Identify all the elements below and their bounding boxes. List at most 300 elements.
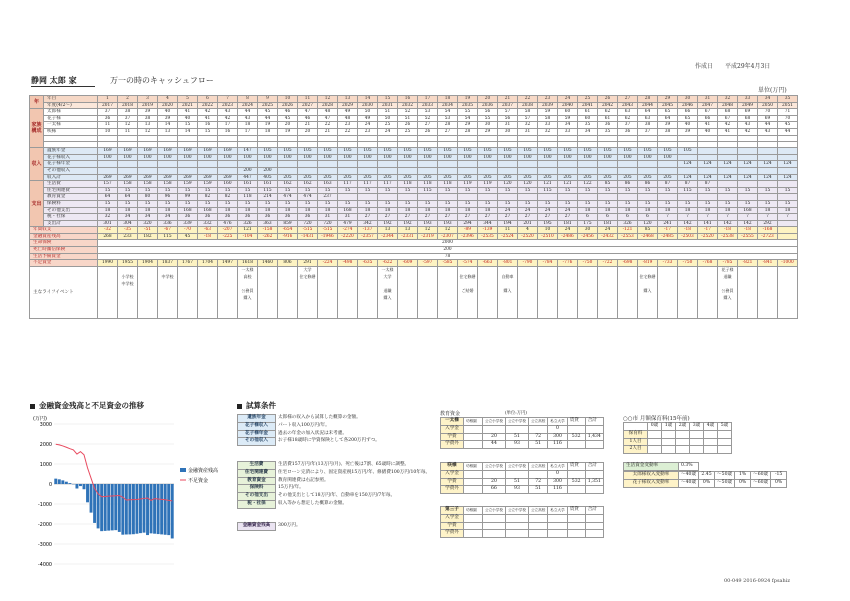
rate-col-header: 3歳 bbox=[690, 423, 704, 431]
edu-cell bbox=[505, 530, 528, 538]
event-line: 中学校 bbox=[161, 273, 174, 279]
cell: 15 bbox=[398, 187, 418, 194]
cell: -515 bbox=[298, 227, 318, 234]
cell: 82 bbox=[218, 194, 238, 201]
cell: 192 bbox=[378, 220, 398, 227]
cell: 18 bbox=[258, 128, 278, 135]
edu-cell bbox=[464, 478, 483, 486]
cell: 87 bbox=[698, 181, 718, 188]
cell: 18 bbox=[238, 207, 258, 214]
cell: 15 bbox=[518, 187, 538, 194]
edu-cell: 0 bbox=[548, 425, 567, 433]
cell bbox=[358, 167, 378, 174]
cell: 124 bbox=[698, 161, 718, 168]
cell: 18 bbox=[438, 96, 458, 103]
cell: 100 bbox=[578, 154, 598, 161]
cell: 159 bbox=[198, 181, 218, 188]
cell: 15 bbox=[358, 200, 378, 207]
cell: -750 bbox=[578, 260, 598, 267]
cell: 24 bbox=[518, 207, 538, 214]
cell: -768 bbox=[698, 260, 718, 267]
condition-text: 300万円。 bbox=[278, 523, 301, 528]
cell: 22 bbox=[318, 122, 338, 129]
cell bbox=[758, 167, 778, 174]
cell: 20 bbox=[298, 128, 318, 135]
cell: 61 bbox=[578, 109, 598, 116]
cell bbox=[518, 194, 538, 201]
cell: 61 bbox=[598, 115, 618, 122]
cell: 24 bbox=[558, 227, 578, 234]
cell: 24 bbox=[538, 207, 558, 214]
cell: 13 bbox=[158, 128, 178, 135]
cell: 40 bbox=[678, 122, 698, 129]
cell: 15 bbox=[558, 187, 578, 194]
cell: 2026 bbox=[278, 102, 298, 109]
event-cell bbox=[458, 266, 478, 318]
cell: 60 bbox=[558, 109, 578, 116]
conditions-group1 bbox=[237, 414, 382, 446]
cell bbox=[278, 161, 298, 168]
event-line: 退職 bbox=[383, 287, 392, 293]
cell: -18 bbox=[718, 227, 738, 234]
row-label: 税・社保 bbox=[44, 214, 98, 221]
cell: -168 bbox=[758, 227, 778, 234]
cell: -121 bbox=[618, 227, 638, 234]
cell: 100 bbox=[458, 154, 478, 161]
cell: -597 bbox=[418, 260, 438, 267]
edu-cell bbox=[505, 470, 528, 478]
cell: 105 bbox=[258, 148, 278, 155]
edu-cell: 66 bbox=[483, 486, 506, 494]
event-line: 高校 bbox=[243, 273, 252, 279]
cell bbox=[498, 194, 518, 201]
change-cell: 2.45 bbox=[699, 472, 715, 480]
cell: 2033 bbox=[418, 102, 438, 109]
cell: 15 bbox=[178, 187, 198, 194]
cell: 27 bbox=[398, 214, 418, 221]
cell: -89 bbox=[458, 227, 478, 234]
cell: 48 bbox=[338, 115, 358, 122]
cell: 42 bbox=[718, 122, 738, 129]
cell: -2503 bbox=[678, 233, 698, 240]
event-line bbox=[118, 267, 137, 274]
cell: 18 bbox=[298, 207, 318, 214]
event-line: 購入 bbox=[723, 294, 732, 300]
cell: 117 bbox=[338, 181, 358, 188]
cell: 64 bbox=[638, 109, 658, 116]
event-line bbox=[638, 267, 657, 274]
cell: -784 bbox=[538, 260, 558, 267]
cell: 15 bbox=[458, 187, 478, 194]
edu-cell: 20 bbox=[483, 433, 506, 441]
edu-row-label: 学費外 bbox=[441, 441, 464, 449]
cell bbox=[678, 167, 698, 174]
rate-row-label: 1人目 bbox=[624, 438, 648, 446]
cell: 100 bbox=[118, 154, 138, 161]
cell: 336 bbox=[158, 220, 178, 227]
cell: 169 bbox=[158, 148, 178, 155]
cell bbox=[738, 167, 758, 174]
cell: 105 bbox=[498, 148, 518, 155]
cell: 1618 bbox=[238, 260, 258, 267]
cell: -2432 bbox=[598, 233, 618, 240]
cell: 34 bbox=[118, 214, 138, 221]
cell: 193 bbox=[438, 220, 458, 227]
cell: 14 bbox=[158, 122, 178, 129]
cell: 4 bbox=[518, 227, 538, 234]
cell: 45 bbox=[178, 233, 198, 240]
cell: 15 bbox=[358, 187, 378, 194]
cell: 168 bbox=[738, 207, 758, 214]
cell: -224 bbox=[318, 260, 338, 267]
cell: 32 bbox=[718, 96, 738, 103]
row-mortgage bbox=[30, 247, 798, 254]
cell: 49 bbox=[358, 115, 378, 122]
edu-sum bbox=[585, 470, 603, 478]
cell bbox=[458, 194, 478, 201]
row-inc4 bbox=[30, 167, 798, 174]
cell: 35 bbox=[578, 122, 598, 129]
cell: 13 bbox=[338, 96, 358, 103]
cell: 105 bbox=[518, 148, 538, 155]
cell: 15 bbox=[118, 200, 138, 207]
cell: 66 bbox=[678, 109, 698, 116]
edu-cell: 44 bbox=[483, 441, 506, 449]
cell: 18 bbox=[158, 207, 178, 214]
unit-label: 単位(万円) bbox=[758, 87, 787, 94]
cell: 118 bbox=[398, 181, 418, 188]
cell: 2048 bbox=[718, 102, 738, 109]
education-2 bbox=[440, 506, 604, 538]
condition-label: 生活費 bbox=[238, 462, 276, 470]
change-cell: -15 bbox=[771, 472, 787, 480]
savings-bar bbox=[114, 484, 117, 530]
cell: 292 bbox=[758, 220, 778, 227]
row-exp1 bbox=[30, 181, 798, 188]
savings-bar bbox=[90, 484, 93, 513]
cell: 68 bbox=[738, 115, 758, 122]
section-income: 収入 bbox=[30, 148, 44, 181]
cell: 100 bbox=[518, 154, 538, 161]
cell: 159 bbox=[178, 181, 198, 188]
cell: 18 bbox=[578, 207, 598, 214]
rate-corner bbox=[624, 423, 648, 431]
edu-sub: 532 bbox=[567, 478, 585, 486]
cell: 38 bbox=[638, 122, 658, 129]
cell: 62 bbox=[618, 115, 638, 122]
cell: 16 bbox=[198, 122, 218, 129]
edu-cell bbox=[548, 530, 567, 538]
child-name: 一太様 bbox=[441, 418, 464, 426]
cell: 15 bbox=[298, 187, 318, 194]
cell: 291 bbox=[298, 260, 318, 267]
cell: 105 bbox=[378, 148, 398, 155]
cell: -2396 bbox=[458, 233, 478, 240]
cell: 214 bbox=[258, 194, 278, 201]
cell: 16 bbox=[398, 96, 418, 103]
edu-sum bbox=[585, 441, 603, 449]
cell: 62 bbox=[598, 109, 618, 116]
event-line bbox=[718, 281, 737, 288]
legend-swatch-savings bbox=[180, 468, 186, 472]
cell: 30 bbox=[498, 128, 518, 135]
row-label: 花子様年金 bbox=[44, 161, 98, 168]
cell: 32 bbox=[98, 214, 118, 221]
cell: 105 bbox=[618, 148, 638, 155]
cell: 59 bbox=[538, 109, 558, 116]
condition-text: パート収入100万円/年。 bbox=[278, 422, 330, 428]
cell: -916 bbox=[278, 233, 298, 240]
cell: 15 bbox=[378, 200, 398, 207]
cell: 122 bbox=[578, 181, 598, 188]
cell: 2020 bbox=[158, 102, 178, 109]
event-cell bbox=[498, 266, 518, 318]
edu-cell bbox=[464, 425, 483, 433]
cell: 15 bbox=[738, 187, 758, 194]
cell bbox=[698, 148, 718, 155]
chart-title: 金融資金残高と不足資金の推移 bbox=[30, 400, 144, 411]
cell: 15 bbox=[678, 200, 698, 207]
cell: 57 bbox=[518, 115, 538, 122]
edu-row-label: 学費外 bbox=[441, 486, 464, 494]
cell: 44 bbox=[258, 115, 278, 122]
edu-cell: 116 bbox=[548, 486, 567, 494]
cell: 40 bbox=[698, 128, 718, 135]
cell: 157 bbox=[98, 181, 118, 188]
cell: 54 bbox=[438, 109, 458, 116]
cell: 105 bbox=[358, 148, 378, 155]
cell: -785 bbox=[718, 260, 738, 267]
cell: 41 bbox=[198, 115, 218, 122]
edu-cell: 51 bbox=[528, 486, 547, 494]
event-line: 住宅修繕 bbox=[639, 273, 656, 279]
cell: 100 bbox=[598, 154, 618, 161]
condition-label: 税・社保 bbox=[238, 500, 276, 508]
cell: 27 bbox=[418, 122, 438, 129]
cell: 100 bbox=[258, 154, 278, 161]
cell: 11 bbox=[298, 96, 318, 103]
cell bbox=[458, 167, 478, 174]
cell: 15 bbox=[278, 187, 298, 194]
cell: -663 bbox=[478, 260, 498, 267]
cell: -18 bbox=[678, 227, 698, 234]
cell: 50 bbox=[358, 109, 378, 116]
edu-sum bbox=[585, 514, 603, 522]
tick-label: -4000 bbox=[38, 562, 52, 568]
edu-header: 公立中学校 bbox=[505, 418, 528, 426]
cell: 7 bbox=[678, 214, 698, 221]
cell: -2520 bbox=[518, 233, 538, 240]
cell: 105 bbox=[338, 148, 358, 155]
chart-ylabel: (万円) bbox=[33, 416, 47, 422]
row-exp6 bbox=[30, 214, 798, 221]
cell: 205 bbox=[478, 174, 498, 181]
cell: 15 bbox=[138, 187, 158, 194]
cell: 24 bbox=[558, 207, 578, 214]
cell bbox=[338, 167, 358, 174]
cell: 15 bbox=[778, 200, 798, 207]
cell: 15 bbox=[178, 200, 198, 207]
cell: -35 bbox=[118, 227, 138, 234]
cell bbox=[738, 194, 758, 201]
savings-bar bbox=[132, 484, 135, 534]
cell: 100 bbox=[238, 154, 258, 161]
cell bbox=[458, 161, 478, 168]
cell bbox=[718, 148, 738, 155]
edu-cell: 300 bbox=[548, 478, 567, 486]
row-label: 年度(4/2〜) bbox=[44, 102, 98, 109]
cell: 44 bbox=[778, 128, 798, 135]
cell: 39 bbox=[158, 115, 178, 122]
conditions-group2 bbox=[237, 461, 433, 509]
edu-cell bbox=[548, 522, 567, 530]
cell: 720 bbox=[298, 220, 318, 227]
cell: 25 bbox=[398, 128, 418, 135]
cell: 27 bbox=[518, 214, 538, 221]
cell bbox=[578, 167, 598, 174]
cell: 17 bbox=[418, 96, 438, 103]
edu-header: 幼稚園 bbox=[464, 507, 483, 515]
cell: 70 bbox=[778, 115, 798, 122]
cell bbox=[98, 161, 118, 168]
cell: 115 bbox=[418, 187, 438, 194]
cell: 118 bbox=[438, 181, 458, 188]
cell: 12 bbox=[118, 122, 138, 129]
cell: 6 bbox=[638, 214, 658, 221]
cell bbox=[538, 194, 558, 201]
condition-label: 遺族年金 bbox=[238, 415, 276, 423]
cell: 158 bbox=[118, 181, 138, 188]
edu-cell bbox=[464, 530, 483, 538]
cell: 100 bbox=[298, 154, 318, 161]
tick-label: -3000 bbox=[38, 542, 52, 548]
row-label: 太郎様 bbox=[44, 109, 98, 116]
change-label: 花子様収入変動率 bbox=[624, 479, 679, 487]
cell: -2555 bbox=[738, 233, 758, 240]
cell: 67 bbox=[698, 109, 718, 116]
row-label: 主なライフイベント bbox=[30, 266, 98, 318]
condition-text: 太郎様の収入から試算した概算の金額。 bbox=[278, 415, 361, 420]
cell bbox=[638, 161, 658, 168]
edu-cell: 116 bbox=[548, 441, 567, 449]
cell: 40 bbox=[158, 109, 178, 116]
cell: 121 bbox=[238, 227, 258, 234]
cell bbox=[758, 181, 778, 188]
cell: 78 bbox=[98, 253, 798, 260]
rate-col-header: 5歳 bbox=[718, 423, 732, 431]
cell bbox=[418, 161, 438, 168]
cell: 15 bbox=[478, 187, 498, 194]
cell: 105 bbox=[418, 148, 438, 155]
cell: 36 bbox=[618, 128, 638, 135]
cell bbox=[198, 161, 218, 168]
cell: 8 bbox=[238, 96, 258, 103]
cell: 205 bbox=[518, 174, 538, 181]
edu-cell bbox=[483, 470, 506, 478]
tick-label: 3000 bbox=[39, 422, 52, 428]
cell: 320 bbox=[138, 220, 158, 227]
cell: 162 bbox=[298, 181, 318, 188]
cell bbox=[578, 161, 598, 168]
cell bbox=[638, 167, 658, 174]
cell: 12 bbox=[138, 128, 158, 135]
cell: 43 bbox=[218, 109, 238, 116]
cell: 158 bbox=[138, 181, 158, 188]
cell: 42 bbox=[738, 128, 758, 135]
cell: 80 bbox=[138, 194, 158, 201]
cell: 124 bbox=[718, 161, 738, 168]
cell: 326 bbox=[618, 220, 638, 227]
savings-bar bbox=[83, 484, 86, 489]
savings-bar bbox=[111, 484, 114, 530]
edu-cell: 51 bbox=[505, 478, 528, 486]
cell: 2044 bbox=[638, 102, 658, 109]
cell: 105 bbox=[458, 148, 478, 155]
cell: -819 bbox=[638, 260, 658, 267]
cell: 15 bbox=[718, 187, 738, 194]
cell: 34 bbox=[158, 214, 178, 221]
cell bbox=[658, 161, 678, 168]
cell: -1946 bbox=[318, 233, 338, 240]
cell: 118 bbox=[418, 181, 438, 188]
section-family: 家族構成 bbox=[30, 109, 44, 148]
cell: -750 bbox=[678, 260, 698, 267]
event-line: 退職 bbox=[723, 273, 732, 279]
edu-cell bbox=[528, 522, 547, 530]
cell: -515 bbox=[318, 227, 338, 234]
cell: 15 bbox=[698, 187, 718, 194]
cell: 1460 bbox=[258, 260, 278, 267]
cell: 476 bbox=[218, 220, 238, 227]
savings-bar bbox=[150, 484, 153, 533]
cell: 65 bbox=[678, 115, 698, 122]
cell: 142 bbox=[678, 220, 698, 227]
cell: 20 bbox=[278, 122, 298, 129]
cell: 46 bbox=[298, 115, 318, 122]
cell: 2000 bbox=[98, 240, 798, 247]
cell: 27 bbox=[458, 214, 478, 221]
edu-cell bbox=[483, 522, 506, 530]
cell: 18 bbox=[318, 207, 338, 214]
edu-sub bbox=[567, 514, 585, 522]
cell: 2021 bbox=[178, 102, 198, 109]
cell: 18 bbox=[438, 207, 458, 214]
event-line bbox=[158, 267, 177, 274]
cell: 2028 bbox=[318, 102, 338, 109]
cell: 105 bbox=[538, 148, 558, 155]
cell: 142 bbox=[718, 220, 738, 227]
cell: 15 bbox=[698, 200, 718, 207]
cell: 100 bbox=[178, 154, 198, 161]
cell: 15 bbox=[578, 187, 598, 194]
cell: 42 bbox=[218, 115, 238, 122]
cell: 43 bbox=[758, 128, 778, 135]
cell: 36 bbox=[598, 122, 618, 129]
cell bbox=[438, 194, 458, 201]
cell: 474 bbox=[278, 194, 298, 201]
cell: 168 bbox=[198, 207, 218, 214]
event-line bbox=[638, 281, 657, 288]
edu-sub: 532 bbox=[567, 433, 585, 441]
cell bbox=[518, 161, 538, 168]
cell bbox=[118, 161, 138, 168]
cell bbox=[778, 194, 798, 201]
cell: 24 bbox=[378, 128, 398, 135]
cell: 15 bbox=[758, 187, 778, 194]
cell: 2039 bbox=[538, 102, 558, 109]
cell: 205 bbox=[618, 174, 638, 181]
cell bbox=[778, 167, 798, 174]
